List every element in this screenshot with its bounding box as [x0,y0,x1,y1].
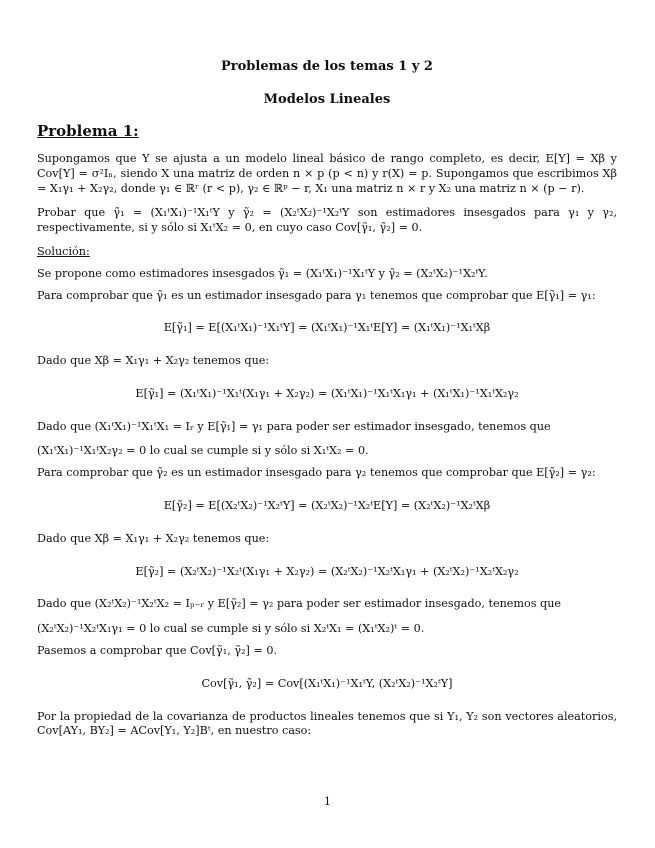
solution-line-7a: Dado que (X₂ᵗX₂)⁻¹X₂ᵗX₂ = Iₚ₋ᵣ y E[γ̃₂] = γ₂ para poder ser estimador insesgado, tenemos que [37,597,562,611]
equation-3: E[γ̃₂] = E[(X₂ᵗX₂)⁻¹X₂ᵗY] = (X₂ᵗX₂)⁻¹X₂ᵗE[Y] = (X₂ᵗX₂)⁻¹X₂ᵗXβ [163,499,491,513]
equation-5: Cov[γ̃₁, γ̃₂] = Cov[(X₁ᵗX₁)⁻¹X₁ᵗY, (X₂ᵗX₂)⁻¹X₂ᵗY] [201,676,453,690]
solution-line-8: Pasemos a comprobar que Cov[γ̃₁, γ̃₂] = 0. [37,643,278,657]
document-page [37,52,617,739]
solution-line-4b: (X₁ᵗX₁)⁻¹X₁ᵗX₂γ₂ = 0 lo cual se cumple si y sólo si X₁ᵗX₂ = 0. [37,444,369,458]
solution-line-6: Dado que Xβ = X₁γ₁ + X₂γ₂ tenemos que: [37,531,270,545]
document-subtitle: Modelos Lineales [263,92,391,108]
equation-1: E[γ̃₁] = E[(X₁ᵗX₁)⁻¹X₁ᵗY] = (X₁ᵗX₁)⁻¹X₁ᵗE[Y] = (X₁ᵗX₁)⁻¹X₁ᵗXβ [163,321,491,335]
document-title: Problemas de los temas 1 y 2 [221,59,433,74]
solution-line-4a: Dado que (X₁ᵗX₁)⁻¹X₁ᵗX₁ = Iᵣ y E[γ̃₁] = γ₁ para poder ser estimador insesgado, tenemos que [37,419,551,433]
solution-line-1: Se propone como estimadores insesgados γ̃₁ = (X₁ᵗX₁)⁻¹X₁ᵗY y γ̃₂ = (X₂ᵗX₂)⁻¹X₂ᵗY. [37,266,488,280]
equation-4: E[γ̃₂] = (X₂ᵗX₂)⁻¹X₂ᵗ(X₁γ₁ + X₂γ₂) = (X₂ᵗX₂)⁻¹X₂ᵗX₁γ₁ + (X₂ᵗX₂)⁻¹X₂ᵗX₂γ₂ [135,564,519,578]
page-number: 1 [324,795,331,808]
problem-task: Probar que γ̃₁ = (X₁ᵗX₁)⁻¹X₁ᵗY y γ̃₂ = (X₂ᵗX₂)⁻¹X₂ᵗY son estimadores insesgados para γ₁ y γ₂, respectivamente, si y sólo si X₁ᵗX₂ = 0, en cuyo caso Cov[γ̃₁, γ̃₂] = 0. [37,206,617,235]
solution-line-3: Dado que Xβ = X₁γ₁ + X₂γ₂ tenemos que: [37,354,270,368]
solution-line-5: Para comprobar que γ̃₂ es un estimador insesgado para γ₂ tenemos que comprobar que E[γ̃₂] = γ₂: [37,466,596,480]
solution-label: Solución: [37,245,90,259]
section-heading: Problema 1: [37,122,139,141]
equation-2: E[γ̃₁] = (X₁ᵗX₁)⁻¹X₁ᵗ(X₁γ₁ + X₂γ₂) = (X₁ᵗX₁)⁻¹X₁ᵗX₁γ₁ + (X₁ᵗX₁)⁻¹X₁ᵗX₂γ₂ [135,386,519,400]
solution-line-2: Para comprobar que γ̃₁ es un estimador insesgado para γ₁ tenemos que comprobar que E[γ̃₁] = γ₁: [37,288,596,302]
solution-line-7b: (X₂ᵗX₂)⁻¹X₂ᵗX₁γ₁ = 0 lo cual se cumple si y sólo si X₂ᵗX₁ = (X₁ᵗX₂)ᵗ = 0. [37,622,425,636]
problem-intro: Supongamos que Y se ajusta a un modelo lineal básico de rango completo, es decir, E[Y] = Xβ y Cov[Y] = σ²Iₙ, siendo X una matriz de orden n × p (p < n) y r(X) = p. Supongamos que escribimos Xβ = X₁γ₁ + X₂γ₂, donde γ₁ ∈ ℝʳ (r < p), γ₂ ∈ ℝᵖ − r, X₁ una matriz n × r y X₂ una matriz n × (p − r). [37,152,617,195]
solution-line-9: Por la propiedad de la covarianza de productos lineales tenemos que si Y₁, Y₂ son vectores aleatorios, Cov[AY₁, BY₂] = ACov[Y₁, Y₂]Bᵗ, en nuestro caso: [37,709,617,738]
